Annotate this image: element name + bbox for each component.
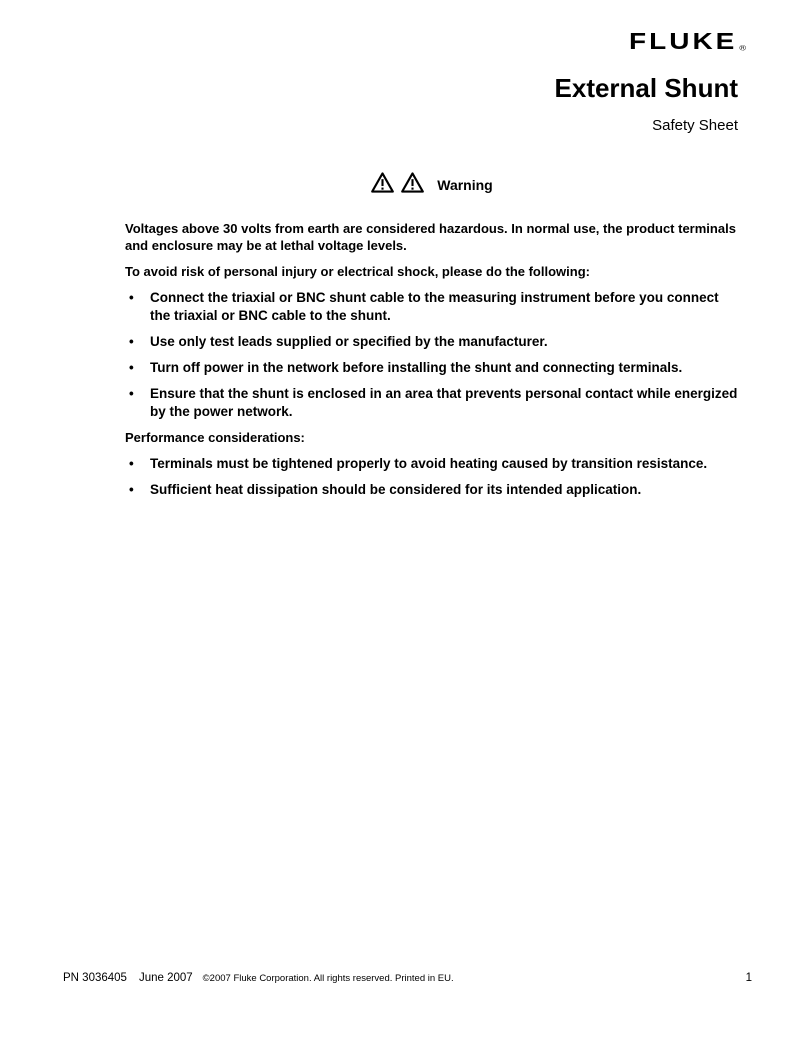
performance-bullet-list bbox=[125, 455, 739, 499]
document-header bbox=[555, 30, 744, 134]
paragraph-hazard: Voltages above 30 volts from earth are considered hazardous. In normal use, the product terminals and enclosure may be at lethal voltage levels. bbox=[125, 221, 736, 253]
part-number: PN 3036405 bbox=[63, 972, 127, 984]
list-item: • Turn off power in the network before installing the shunt and connecting terminals. bbox=[125, 359, 739, 377]
warning-heading bbox=[125, 172, 739, 198]
warning-label: Warning bbox=[437, 177, 493, 193]
document-footer bbox=[63, 972, 752, 984]
fluke-logo-text: FLUKE bbox=[629, 28, 738, 54]
safety-bullet-list bbox=[125, 289, 739, 421]
warning-triangle-icon bbox=[371, 172, 394, 198]
footer-date: June 2007 bbox=[138, 972, 193, 984]
registered-trademark-symbol: ® bbox=[739, 43, 746, 53]
document-body bbox=[125, 172, 739, 507]
page-title: External Shunt bbox=[554, 73, 738, 103]
list-item: • Terminals must be tightened properly to avoid heating caused by transition resistance. bbox=[125, 455, 739, 473]
list-item: • Sufficient heat dissipation should be considered for its intended application. bbox=[125, 481, 739, 499]
list-item: • Connect the triaxial or BNC shunt cable to the measuring instrument before you connect the triaxial or BNC cable to the shunt. bbox=[125, 289, 739, 325]
paragraph-performance: Performance considerations: bbox=[125, 430, 305, 445]
list-item: • Ensure that the shunt is enclosed in an area that prevents personal contact while energized by the power network. bbox=[125, 385, 739, 421]
page-subtitle: Safety Sheet bbox=[652, 116, 738, 134]
list-item: • Use only test leads supplied or specified by the manufacturer. bbox=[125, 333, 739, 351]
warning-triangle-icon bbox=[401, 172, 424, 198]
page-number: 1 bbox=[745, 972, 752, 984]
copyright-notice: ©2007 Fluke Corporation. All rights reserved. Printed in EU. bbox=[202, 973, 454, 984]
paragraph-avoid-risk: To avoid risk of personal injury or electrical shock, please do the following: bbox=[125, 264, 590, 279]
fluke-logo bbox=[629, 30, 744, 53]
